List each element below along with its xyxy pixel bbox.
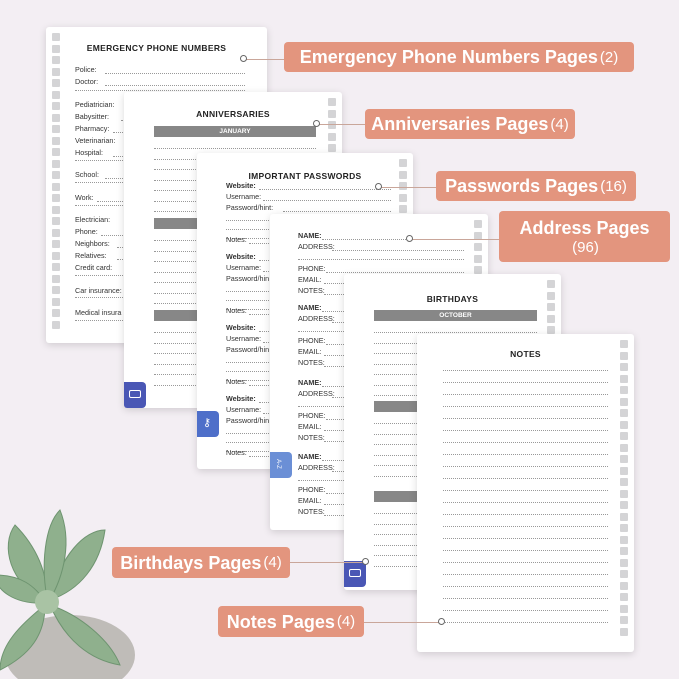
binder-hole xyxy=(52,148,60,156)
binder-hole xyxy=(52,125,60,133)
month-header: JANUARY xyxy=(154,126,316,137)
page-title: BIRTHDAYS xyxy=(426,294,479,304)
notes-page xyxy=(417,334,634,652)
connector-dot xyxy=(438,618,445,625)
name-label: NAME: xyxy=(298,452,322,461)
binder-hole xyxy=(620,547,628,555)
note-line xyxy=(443,394,608,395)
binder-hole xyxy=(474,243,482,251)
emergency-field-label: Electrician: xyxy=(75,215,111,224)
callout-birthdays xyxy=(112,547,290,578)
binder-hole xyxy=(547,303,555,311)
card-icon xyxy=(129,390,141,398)
emergency-field-label: Work: xyxy=(75,193,94,202)
note-line xyxy=(443,598,608,599)
binder-hole xyxy=(52,263,60,271)
callout-label: Emergency Phone Numbers Pages xyxy=(299,47,598,67)
binder-hole xyxy=(620,593,628,601)
binder-hole xyxy=(52,183,60,191)
notes-label: Notes: xyxy=(226,306,247,315)
note-line xyxy=(443,550,608,551)
binder-hole xyxy=(328,98,336,106)
blank-line xyxy=(298,259,464,260)
username-label: Username: xyxy=(226,334,262,343)
name-label: NAME: xyxy=(298,378,322,387)
binder-hole xyxy=(52,137,60,145)
binder-hole xyxy=(620,605,628,613)
phone-label: PHONE: xyxy=(298,485,326,494)
notes-label: Notes: xyxy=(226,448,247,457)
binder-hole xyxy=(52,56,60,64)
website-label: Website: xyxy=(226,323,256,332)
binder-hole xyxy=(52,229,60,237)
binder-hole xyxy=(620,432,628,440)
binder-hole xyxy=(52,171,60,179)
username-label: Username: xyxy=(226,263,262,272)
emergency-field-label: Car insurance: xyxy=(75,286,122,295)
address-label: ADDRESS: xyxy=(298,389,335,398)
callout-count: (16) xyxy=(600,177,627,195)
binder-hole xyxy=(620,340,628,348)
binder-hole xyxy=(52,68,60,76)
field-line xyxy=(326,272,464,273)
callout-count: (4) xyxy=(263,554,282,571)
connector-line xyxy=(412,239,500,240)
entry-line xyxy=(374,332,537,333)
note-line xyxy=(443,622,608,623)
emergency-field-label: Relatives: xyxy=(75,251,107,260)
binder-hole xyxy=(620,386,628,394)
binder-hole xyxy=(52,298,60,306)
binder-hole xyxy=(620,421,628,429)
notes-label: NOTES: xyxy=(298,433,325,442)
binder-hole xyxy=(52,275,60,283)
binder-hole xyxy=(328,133,336,141)
emergency-tab[interactable] xyxy=(124,382,146,408)
binder-holes xyxy=(52,33,60,337)
emergency-field-label: Neighbors: xyxy=(75,239,110,248)
connector-line xyxy=(380,187,438,188)
binder-hole xyxy=(52,286,60,294)
binder-hole xyxy=(620,490,628,498)
binder-hole xyxy=(620,524,628,532)
binder-hole xyxy=(620,582,628,590)
binder-hole xyxy=(474,255,482,263)
binder-hole xyxy=(52,309,60,317)
note-line xyxy=(443,406,608,407)
binder-hole xyxy=(52,321,60,329)
connector-line xyxy=(244,59,286,60)
binder-hole xyxy=(52,206,60,214)
callout-passwords xyxy=(436,171,636,201)
email-label: EMAIL: xyxy=(298,496,322,505)
succulent-plant-image xyxy=(0,505,150,679)
emergency-field-label: Babysitter: xyxy=(75,112,109,121)
note-line xyxy=(443,418,608,419)
binder-hole xyxy=(620,455,628,463)
password-label: Password/hin xyxy=(226,274,270,283)
field-line xyxy=(263,200,391,201)
note-line xyxy=(443,514,608,515)
binder-hole xyxy=(52,160,60,168)
website-label: Website: xyxy=(226,252,256,261)
entry-line xyxy=(154,148,316,149)
binder-hole xyxy=(52,102,60,110)
note-line xyxy=(443,562,608,563)
callout-count: (4) xyxy=(550,115,569,133)
binder-hole xyxy=(547,280,555,288)
page-title: EMERGENCY PHONE NUMBERS xyxy=(86,43,227,53)
note-line xyxy=(443,586,608,587)
page-title: ANNIVERSARIES xyxy=(196,109,270,119)
binder-hole xyxy=(620,616,628,624)
notes-label: NOTES: xyxy=(298,507,325,516)
emergency-field-label: Police: xyxy=(75,65,97,74)
binder-hole xyxy=(620,478,628,486)
phone-label: PHONE: xyxy=(298,336,326,345)
binder-hole xyxy=(399,159,407,167)
connector-line xyxy=(318,124,366,125)
callout-address xyxy=(499,211,670,262)
connector-dot xyxy=(313,120,320,127)
field-line xyxy=(259,189,391,190)
az-label: A-Z xyxy=(274,459,281,469)
callout-count: (4) xyxy=(336,613,356,630)
note-line xyxy=(443,442,608,443)
address-label: ADDRESS: xyxy=(298,314,335,323)
binder-hole xyxy=(474,266,482,274)
binder-hole xyxy=(620,570,628,578)
binder-hole xyxy=(52,114,60,122)
binder-hole xyxy=(52,240,60,248)
callout-label: Anniversaries Pages xyxy=(371,114,549,134)
note-line xyxy=(443,610,608,611)
note-line xyxy=(443,526,608,527)
note-line xyxy=(443,370,608,371)
binder-hole xyxy=(620,398,628,406)
binder-hole xyxy=(547,326,555,334)
address-tab[interactable] xyxy=(270,452,292,478)
address-label: ADDRESS: xyxy=(298,242,335,251)
emergency-field-label: Veterinarian: xyxy=(75,136,116,145)
page-title: NOTES xyxy=(510,349,541,359)
binder-hole xyxy=(620,375,628,383)
password-label: Password/hint: xyxy=(226,203,274,212)
email-label: EMAIL: xyxy=(298,347,322,356)
page-title: IMPORTANT PASSWORDS xyxy=(248,171,362,181)
notes-label: NOTES: xyxy=(298,358,325,367)
binder-hole xyxy=(52,33,60,41)
binder-hole xyxy=(52,252,60,260)
username-label: Username: xyxy=(226,405,262,414)
callout-label: Birthdays Pages xyxy=(120,552,262,573)
binder-hole xyxy=(620,501,628,509)
callout-emergency xyxy=(284,42,634,72)
notes-label: Notes: xyxy=(226,235,247,244)
field-line xyxy=(105,85,245,86)
email-label: EMAIL: xyxy=(298,422,322,431)
emergency-field-label: Credit card: xyxy=(75,263,113,272)
binder-hole xyxy=(620,628,628,636)
binder-hole xyxy=(547,315,555,323)
binder-hole xyxy=(474,220,482,228)
blank-line xyxy=(75,90,245,91)
emergency-field-label: Doctor: xyxy=(75,77,99,86)
field-line xyxy=(105,73,245,74)
connector-line xyxy=(364,622,442,623)
name-label: NAME: xyxy=(298,231,322,240)
passwords-tab[interactable] xyxy=(197,411,219,437)
emergency-field-label: Hospital: xyxy=(75,148,103,157)
callout-label: Notes Pages xyxy=(226,611,335,632)
key-icon: ⚷ xyxy=(203,417,212,429)
binder-hole xyxy=(620,513,628,521)
note-line xyxy=(443,490,608,491)
binder-hole xyxy=(620,409,628,417)
username-label: Username: xyxy=(226,192,262,201)
binder-hole xyxy=(52,91,60,99)
emergency-field-label: Pharmacy: xyxy=(75,124,110,133)
notes-label: Notes: xyxy=(226,377,247,386)
callout-label: Passwords Pages xyxy=(445,176,599,196)
emergency-field-label: School: xyxy=(75,170,99,179)
phone-label: PHONE: xyxy=(298,411,326,420)
callout-notes xyxy=(218,606,364,637)
website-label: Website: xyxy=(226,394,256,403)
binder-holes xyxy=(620,340,628,646)
note-line xyxy=(443,538,608,539)
connector-dot xyxy=(362,558,369,565)
callout-label: Address Pages xyxy=(519,217,650,238)
connector-dot xyxy=(406,235,413,242)
name-label: NAME: xyxy=(298,303,322,312)
binder-hole xyxy=(399,205,407,213)
callout-count: (2) xyxy=(599,48,619,66)
address-label: ADDRESS: xyxy=(298,463,335,472)
notes-label: NOTES: xyxy=(298,286,325,295)
note-line xyxy=(443,502,608,503)
note-line xyxy=(443,454,608,455)
phone-label: PHONE: xyxy=(298,264,326,273)
binder-hole xyxy=(620,536,628,544)
binder-hole xyxy=(52,79,60,87)
emergency-field-label: Medical insura xyxy=(75,308,122,317)
field-line xyxy=(283,211,391,212)
website-label: Website: xyxy=(226,181,256,190)
email-label: EMAIL: xyxy=(298,275,322,284)
emergency-field-label: Pediatrician: xyxy=(75,100,115,109)
callout-anniversaries xyxy=(365,109,575,139)
binder-hole xyxy=(52,217,60,225)
card-icon xyxy=(349,569,361,577)
note-line xyxy=(443,574,608,575)
month-header: OCTOBER xyxy=(374,310,537,321)
binder-hole xyxy=(328,144,336,152)
note-line xyxy=(443,430,608,431)
binder-hole xyxy=(399,194,407,202)
field-line xyxy=(332,250,464,251)
emergency-field-label: Phone: xyxy=(75,227,98,236)
binder-hole xyxy=(399,182,407,190)
binder-hole xyxy=(52,194,60,202)
callout-count: (96) xyxy=(572,238,599,256)
birthdays-tab[interactable] xyxy=(344,561,366,587)
connector-dot xyxy=(240,55,247,62)
connector-dot xyxy=(375,183,382,190)
binder-hole xyxy=(620,467,628,475)
note-line xyxy=(443,478,608,479)
connector-line xyxy=(290,562,366,563)
binder-hole xyxy=(620,444,628,452)
binder-hole xyxy=(620,363,628,371)
note-line xyxy=(443,382,608,383)
password-label: Password/hin xyxy=(226,345,270,354)
password-label: Password/hin xyxy=(226,416,270,425)
binder-hole xyxy=(620,559,628,567)
note-line xyxy=(443,466,608,467)
